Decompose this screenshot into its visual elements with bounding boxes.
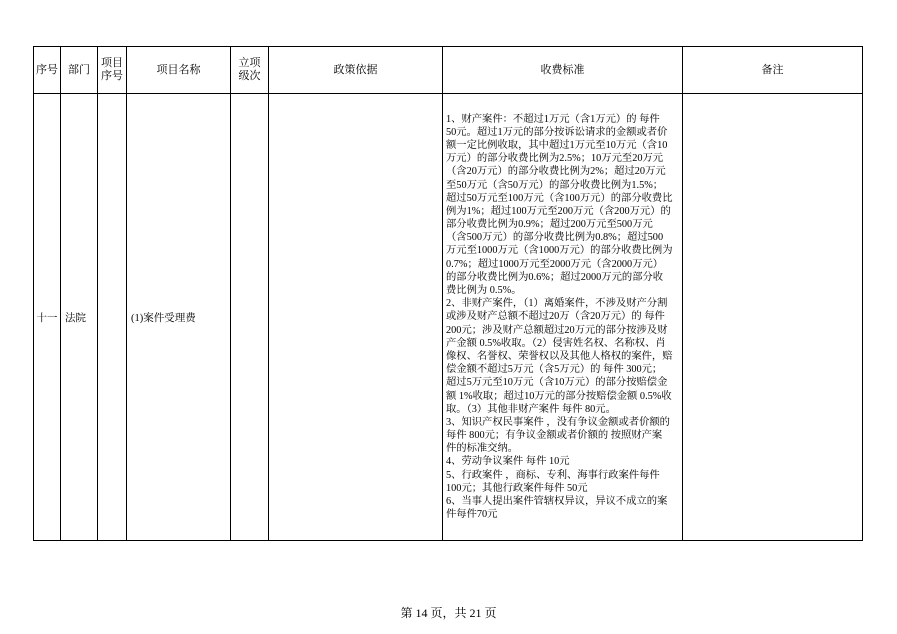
- fee-standard-line: 取。（3）其他非财产案件 每件 80元。: [446, 403, 616, 415]
- fee-standard-line: 200元；涉及财产总额超过20万元的部分按涉及财: [446, 324, 668, 336]
- fee-standard-line: 产金额 0.5%收取。（2）侵害姓名权、名称权、肖: [446, 337, 666, 349]
- fee-standard-line: 万元）的部分收费比例为2.5%；10万元至20万元: [446, 153, 664, 165]
- cell-item-seq: [98, 94, 127, 541]
- fee-standard-line: 1、财产案件：不超过1万元（含1万元）的 每件: [446, 113, 660, 125]
- header-level-line: 立项: [238, 57, 261, 69]
- fee-standard-line: 超过50万元至100万元（含100万元）的部分收费比: [446, 192, 673, 204]
- fee-standard-line: 额一定比例收取，其中超过1万元至10万元（含10: [446, 139, 668, 151]
- fee-standard-line: 件的标准交纳。: [446, 443, 519, 455]
- fee-standard-line: 例为1%；超过100万元至200万元（含200万元）的: [446, 205, 671, 217]
- fee-standard-line: 0.7%；超过1000万元至2000万元（含2000万元）: [446, 258, 664, 270]
- header-seq: 序号: [34, 47, 61, 94]
- fee-standard-line: 3、知识产权民事案件 ，没有争议金额或者价额的: [446, 416, 670, 428]
- header-item-seq-line: 序号: [101, 70, 123, 82]
- fee-standard-line: 费比例为 0.5%。: [446, 285, 522, 297]
- cell-level: [231, 94, 269, 541]
- header-remarks: 备注: [683, 47, 863, 94]
- cell-fee-standard: [443, 94, 683, 541]
- fee-standard-line: 50元。超过1万元的部分按诉讼请求的金额或者价: [446, 126, 668, 138]
- fee-standard-line: 4、劳动争议案件 每件 10元: [446, 456, 570, 468]
- fee-schedule-table: [33, 46, 863, 541]
- fee-standard-line: 偿金额不超过5万元（含5万元）的 每件 300元；: [446, 364, 663, 376]
- table-header-row: [34, 47, 863, 94]
- fee-standard-line: （含20万元）的部分收费比例为2%；超过20万元: [446, 166, 666, 178]
- header-fee-standard: 收费标准: [443, 47, 683, 94]
- fee-standard-line: 万元至1000万元（含1000万元）的部分收费比例为: [446, 245, 673, 257]
- fee-standard-line: 部分收费比例为0.9%；超过200万元至500万元: [446, 219, 653, 231]
- fee-standard-line: 额 1%收取；超过10万元的部分按赔偿金额 0.5%收: [446, 390, 672, 402]
- header-level-line: 级次: [238, 70, 261, 82]
- page-footer: 第 14 页，共 21 页: [400, 606, 497, 620]
- cell-policy-basis: [269, 94, 443, 541]
- header-policy-basis: 政策依据: [269, 47, 443, 94]
- table-row: [34, 94, 863, 541]
- header-department: 部门: [61, 47, 98, 94]
- fee-standard-line: （含500万元）的部分收费比例为0.8%；超过500: [446, 232, 664, 244]
- fee-standard-line: 像权、名誉权、荣誉权以及其他人格权的案件，赔: [446, 350, 673, 362]
- header-item-name: 项目名称: [127, 47, 231, 94]
- fee-standard-line: 或涉及财产总额不超过20万（含20万元）的 每件: [446, 311, 665, 323]
- cell-seq: 十一: [34, 94, 61, 541]
- fee-standard-line: 5、行政案件 ，商标、专利、海事行政案件每件: [446, 469, 660, 481]
- cell-item-name: (1)案件受理费: [127, 94, 231, 541]
- fee-standard-line: 至50万元（含50万元）的部分收费比例为1.5%；: [446, 179, 664, 191]
- fee-standard-line: 2、非财产案件，（1）离婚案件，不涉及财产分割: [446, 298, 668, 310]
- fee-standard-line: 超过5万元至10万元（含10万元）的部分按赔偿金: [446, 377, 668, 389]
- fee-standard-line: 的部分收费比例为0.6%；超过2000万元的部分收: [446, 271, 664, 283]
- fee-standard-line: 6、当事人提出案件管辖权异议，异议不成立的案: [446, 496, 668, 508]
- fee-standard-line: 每件 800元；有争议金额或者价额的 按照财产案: [446, 430, 663, 442]
- header-item-seq-line: 项目: [101, 57, 123, 69]
- cell-department: 法院: [61, 94, 98, 541]
- fee-standard-text: [446, 113, 682, 522]
- header-level: [231, 47, 269, 94]
- fee-standard-line: 件每件70元: [446, 509, 498, 521]
- fee-standard-line: 100元；其他行政案件每件 50元: [446, 482, 588, 494]
- header-item-seq: [98, 47, 127, 94]
- cell-remarks: [683, 94, 863, 541]
